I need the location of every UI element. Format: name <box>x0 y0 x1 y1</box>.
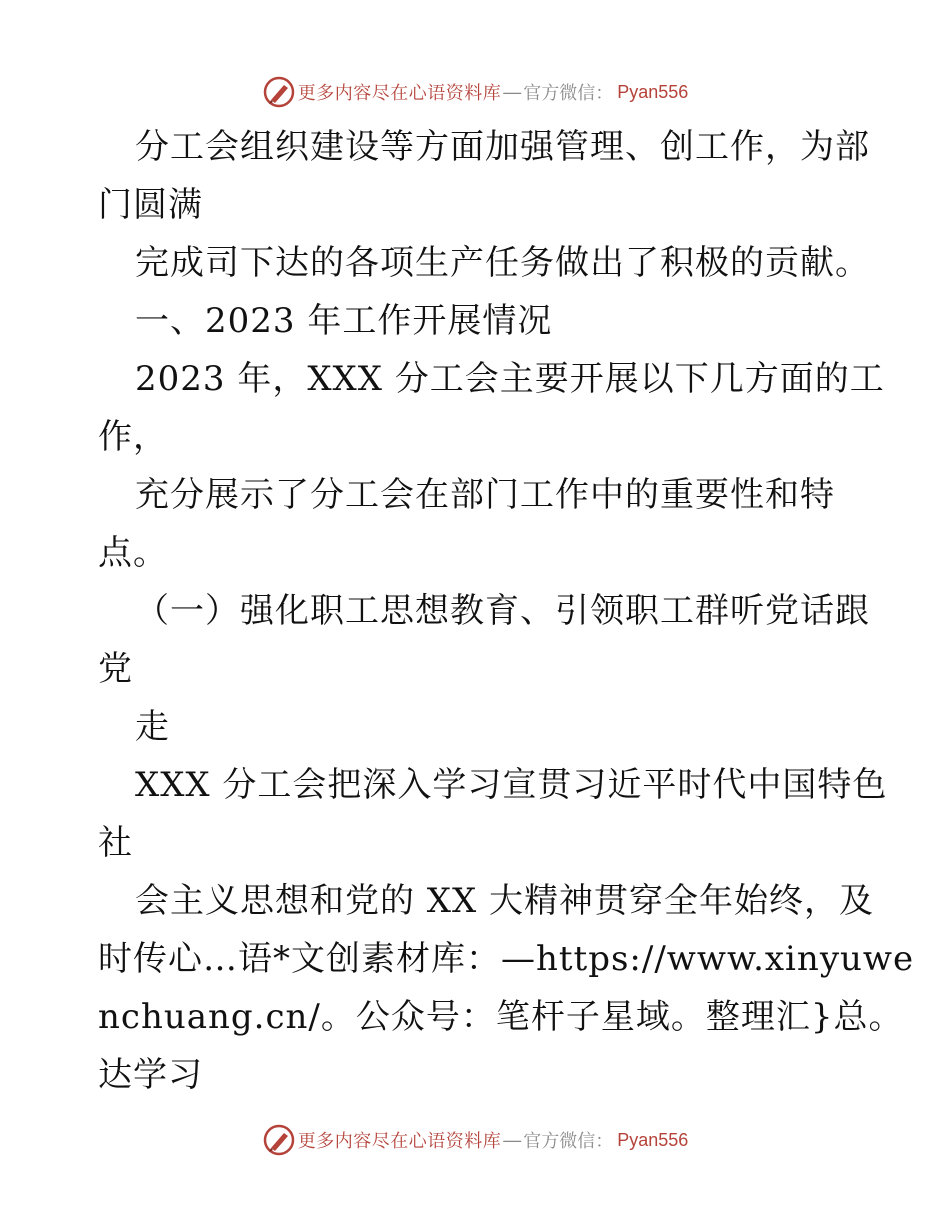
body-line: 党 <box>98 649 133 689</box>
body-line: 走 <box>135 707 170 747</box>
watermark-wechat-label: 官方微信： <box>523 83 614 104</box>
body-line: 达学习 <box>98 1055 203 1095</box>
watermark-wechat-id: Pyan556 <box>617 81 689 102</box>
watermark-dash: — <box>503 1129 522 1150</box>
watermark-wechat-id: Pyan556 <box>617 1129 689 1150</box>
body-line: 2023 年，XXX 分工会主要开展以下几方面的工 <box>135 359 885 399</box>
section-heading: 一、2023 年工作开展情况 <box>135 301 553 341</box>
body-line: 作， <box>98 417 168 457</box>
document-body <box>98 118 915 1104</box>
body-line: 点。 <box>98 533 168 573</box>
body-line: 社 <box>98 823 133 863</box>
body-line: 充分展示了分工会在部门工作中的重要性和特 <box>135 475 835 515</box>
header-watermark <box>0 72 950 112</box>
subsection-heading: （一）强化职工思想教育、引领职工群听党话跟 <box>135 591 870 631</box>
watermark-dash: — <box>503 81 522 102</box>
body-line: 完成司下达的各项生产任务做出了积极的贡献。 <box>135 243 870 283</box>
watermark-site-text: 更多内容尽在心语资料库 <box>297 83 502 103</box>
footer-watermark <box>0 1120 950 1160</box>
body-line: 门圆满 <box>98 185 203 225</box>
body-line: XXX 分工会把深入学习宣贯习近平时代中国特色 <box>135 765 888 805</box>
body-line: 时传心…语*文创素材库：—https://www.xinyuwe <box>98 939 915 979</box>
watermark-site-text: 更多内容尽在心语资料库 <box>297 1131 502 1151</box>
body-line: 会主义思想和党的 XX 大精神贯穿全年始终，及 <box>135 881 875 921</box>
watermark-wechat-label: 官方微信： <box>523 1131 614 1152</box>
body-line: 分工会组织建设等方面加强管理、创工作，为部 <box>135 127 870 167</box>
body-line: nchuang.cn/。公众号：笔杆子星域。整理汇}总。 <box>98 997 904 1037</box>
pen-logo-icon <box>262 1123 296 1157</box>
pen-logo-icon <box>262 75 296 109</box>
